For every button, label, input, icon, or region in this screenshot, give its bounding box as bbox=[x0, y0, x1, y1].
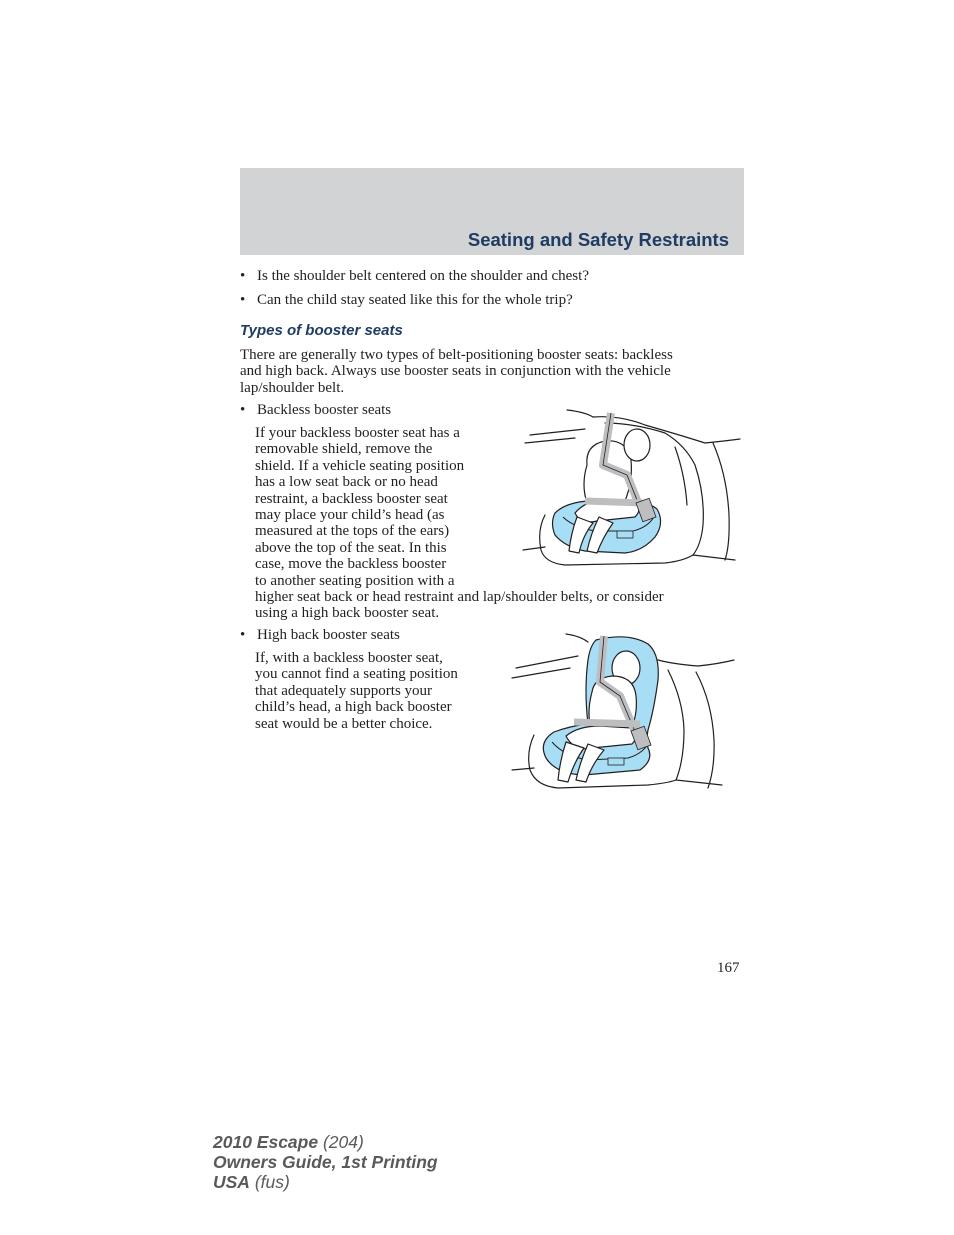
text-line: may place your child’s head (as bbox=[255, 507, 445, 524]
footer-model: 2010 Escape bbox=[213, 1132, 319, 1152]
page-title: Seating and Safety Restraints bbox=[467, 229, 729, 250]
bullet-text: Is the shoulder belt centered on the shoulder and chest? bbox=[257, 268, 589, 284]
bullet-glyph: • bbox=[240, 268, 246, 284]
text-line: seat would be a better choice. bbox=[255, 715, 433, 732]
bullet-item-highback bbox=[240, 627, 400, 643]
text-line: that adequately supports your bbox=[255, 682, 433, 699]
section-heading: Types of booster seats bbox=[240, 322, 403, 339]
text-line: above the top of the seat. In this bbox=[255, 539, 447, 556]
text-line: and high back. Always use booster seats in conjunction with the vehicle bbox=[240, 363, 671, 380]
bullet-item bbox=[240, 292, 573, 308]
section-intro bbox=[240, 347, 740, 396]
text-line: shield. If a vehicle seating position bbox=[255, 457, 465, 474]
bullet-glyph: • bbox=[240, 292, 246, 308]
bullet-item bbox=[240, 268, 589, 284]
highback-paragraph bbox=[255, 650, 458, 732]
bullet-text: Can the child stay seated like this for the whole trip? bbox=[257, 292, 573, 308]
text-line: measured at the tops of the ears) bbox=[255, 523, 450, 540]
text-line: using a high back booster seat. bbox=[255, 605, 440, 622]
footer-model-code: (204) bbox=[318, 1132, 364, 1152]
text-line: removable shield, remove the bbox=[255, 441, 433, 458]
bullet-text: Backless booster seats bbox=[257, 402, 392, 418]
page-number: 167 bbox=[717, 960, 740, 976]
text-line: restraint, a backless booster seat bbox=[255, 490, 448, 507]
footer-line-2: Owners Guide, 1st Printing bbox=[213, 1152, 438, 1172]
bullet-item-backless bbox=[240, 402, 391, 418]
footer-region-code: (fus) bbox=[249, 1172, 290, 1192]
footer-region: USA bbox=[213, 1172, 250, 1192]
text-line: to another seating position with a bbox=[255, 572, 455, 589]
bullet-glyph: • bbox=[240, 627, 246, 643]
header-bar bbox=[240, 168, 744, 255]
footer-line-1 bbox=[213, 1132, 438, 1152]
high-back-booster-seat-illustration bbox=[508, 630, 738, 795]
text-line: child’s head, a high back booster bbox=[255, 699, 452, 716]
bullet-glyph: • bbox=[240, 402, 246, 418]
text-line: higher seat back or head restraint and lap/shoulder belts, or consider bbox=[255, 589, 664, 606]
text-line: There are generally two types of belt-positioning booster seats: backless bbox=[240, 347, 673, 363]
backless-booster-seat-illustration bbox=[515, 405, 743, 570]
bullet-text: High back booster seats bbox=[257, 627, 400, 643]
text-line: has a low seat back or no head bbox=[255, 474, 438, 491]
text-line: lap/shoulder belt. bbox=[240, 379, 345, 396]
text-line: If, with a backless booster seat, bbox=[255, 650, 443, 666]
footer-line-3 bbox=[213, 1172, 438, 1192]
footer bbox=[213, 1132, 438, 1192]
text-line: you cannot find a seating position bbox=[255, 666, 458, 683]
text-line: case, move the backless booster bbox=[255, 556, 447, 573]
text-line: If your backless booster seat has a bbox=[255, 425, 460, 441]
